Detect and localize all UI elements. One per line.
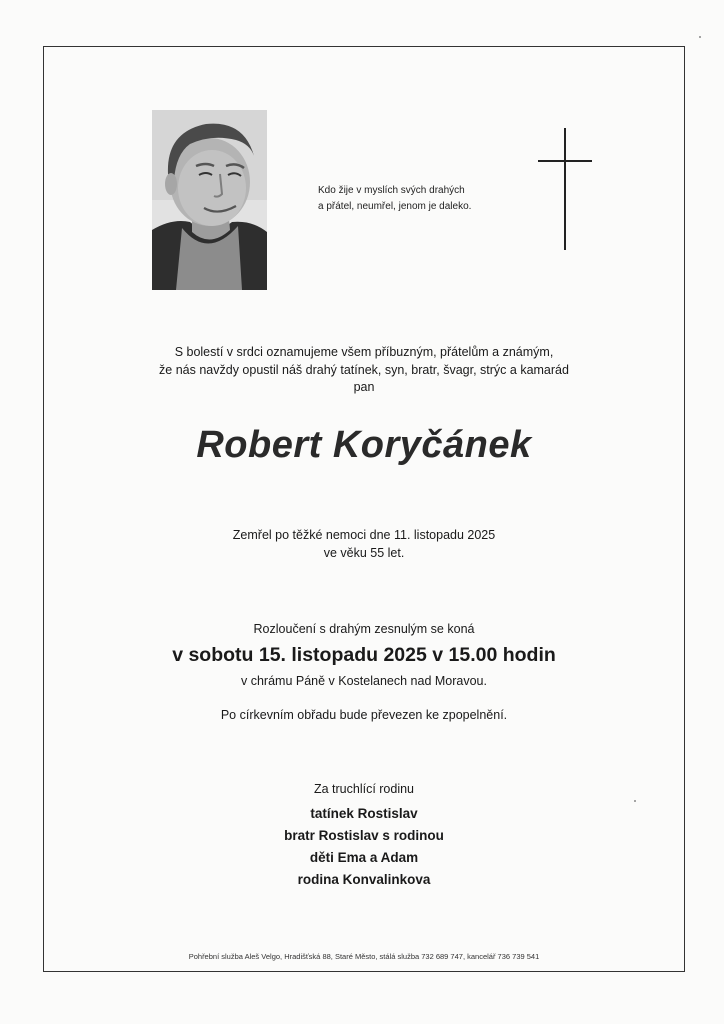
portrait-illustration <box>152 110 267 290</box>
funeral-service-footer: Pohřební služba Aleš Velgo, Hradišťská 88, Staré Město, stálá služba 732 689 747, kancelář 736 739 541 <box>188 952 540 961</box>
deceased-name: Robert Koryčánek <box>196 424 532 466</box>
quote-line: Kdo žije v myslích svých drahých <box>318 185 465 196</box>
scan-speck <box>634 800 636 802</box>
announcement-line: že nás navždy opustil náš drahý tatínek, syn, bratr, švagr, strýc a kamarád <box>159 362 569 377</box>
announcement-line: pan <box>353 380 375 394</box>
death-details <box>43 526 685 562</box>
mourner-name: bratr Rostislav s rodinou <box>284 828 444 843</box>
quote-line: a přátel, neumřel, jenom je daleko. <box>318 201 472 212</box>
mourners-list <box>43 803 685 891</box>
scan-speck <box>699 36 701 38</box>
mourner-name: děti Ema a Adam <box>309 850 419 865</box>
death-line: Zemřel po těžké nemoci dne 11. listopadu 2025 <box>232 528 496 542</box>
death-line: ve věku 55 let. <box>323 546 405 560</box>
portrait-photo <box>152 110 267 290</box>
cremation-note: Po církevním obřadu bude převezen ke zpopelnění. <box>220 708 508 722</box>
memorial-quote <box>318 183 518 215</box>
mourner-name: tatínek Rostislav <box>310 806 418 821</box>
farewell-datetime: v sobotu 15. listopadu 2025 v 15.00 hodin <box>172 644 556 666</box>
announcement-text <box>43 344 685 397</box>
farewell-place: v chrámu Páně v Kostelanech nad Moravou. <box>241 674 487 688</box>
mourners-intro: Za truchlící rodinu <box>313 782 415 796</box>
cross-icon <box>538 128 592 250</box>
mourner-name: rodina Konvalinkova <box>297 872 431 887</box>
farewell-intro: Rozloučení s drahým zesnulým se koná <box>253 622 475 636</box>
announcement-line: S bolestí v srdci oznamujeme všem příbuzným, přátelům a známým, <box>174 345 554 359</box>
